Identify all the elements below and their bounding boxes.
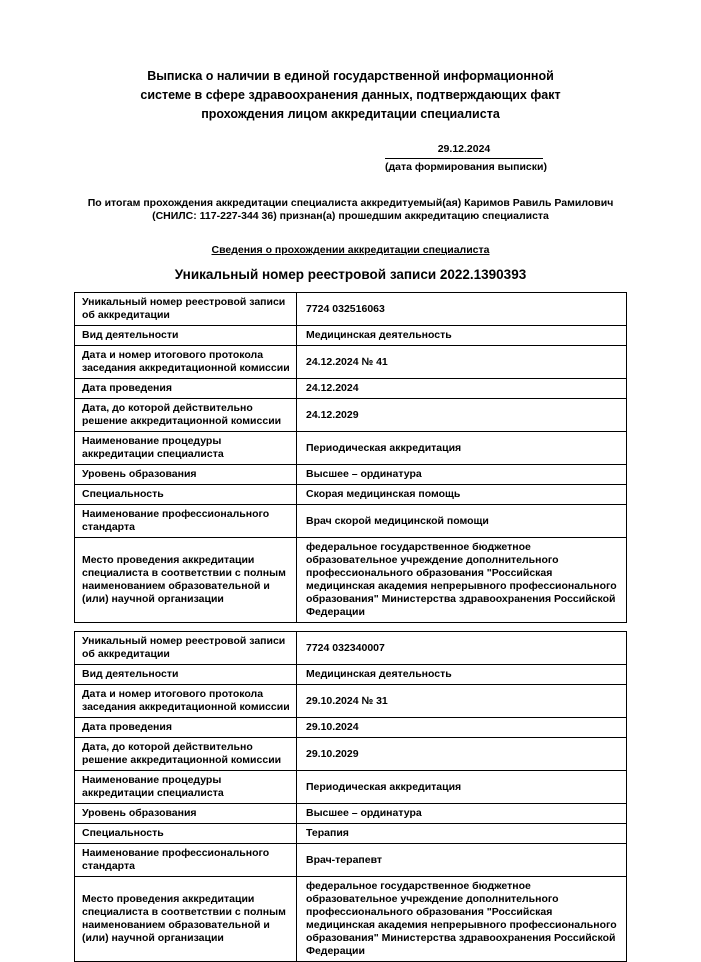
table-row xyxy=(75,632,627,665)
row-value: Терапия xyxy=(297,824,627,844)
row-label: Дата, до которой действительно решение аккредитационной комиссии xyxy=(75,399,297,432)
table-row xyxy=(75,844,627,877)
row-label: Наименование профессионального стандарта xyxy=(75,844,297,877)
row-value: Высшее – ординатура xyxy=(297,465,627,485)
row-label: Наименование процедуры аккредитации специалиста xyxy=(75,432,297,465)
row-value: 24.12.2024 xyxy=(297,379,627,399)
row-label: Дата, до которой действительно решение аккредитационной комиссии xyxy=(75,738,297,771)
row-label: Уровень образования xyxy=(75,465,297,485)
row-label: Специальность xyxy=(75,824,297,844)
row-label: Специальность xyxy=(75,485,297,505)
table-row xyxy=(75,346,627,379)
table-row xyxy=(75,665,627,685)
row-value: 29.10.2024 xyxy=(297,718,627,738)
extract-date-caption: (дата формирования выписки) xyxy=(385,161,547,173)
row-label: Дата и номер итогового протокола заседания аккредитационной комиссии xyxy=(75,346,297,379)
row-label: Уровень образования xyxy=(75,804,297,824)
row-value: Скорая медицинская помощь xyxy=(297,485,627,505)
row-label: Дата и номер итогового протокола заседания аккредитационной комиссии xyxy=(75,685,297,718)
table-row xyxy=(75,505,627,538)
document-title-line: прохождения лицом аккредитации специалиста xyxy=(201,107,500,121)
row-value: федеральное государственное бюджетное образовательное учреждение дополнительного профессионального образования "Российская медицинская академия непрерывного профессионального образования" Министерства здравоохранения Российской Федерации xyxy=(297,877,627,962)
table-row xyxy=(75,432,627,465)
table-row xyxy=(75,738,627,771)
table-row xyxy=(75,824,627,844)
table-row xyxy=(75,399,627,432)
row-value: Медицинская деятельность xyxy=(297,665,627,685)
table-row xyxy=(75,771,627,804)
row-label: Дата проведения xyxy=(75,718,297,738)
table-row xyxy=(75,877,627,962)
accreditation-table-2 xyxy=(74,631,627,962)
section-heading: Сведения о прохождении аккредитации специалиста xyxy=(211,244,490,256)
table-row xyxy=(75,804,627,824)
accreditation-table-1 xyxy=(74,292,627,623)
row-label: Наименование процедуры аккредитации специалиста xyxy=(75,771,297,804)
row-label: Уникальный номер реестровой записи об аккредитации xyxy=(75,632,297,665)
row-value: Периодическая аккредитация xyxy=(297,432,627,465)
row-value: Врач-терапевт xyxy=(297,844,627,877)
row-value: 29.10.2029 xyxy=(297,738,627,771)
row-label: Наименование профессионального стандарта xyxy=(75,505,297,538)
table-row xyxy=(75,293,627,326)
row-label: Дата проведения xyxy=(75,379,297,399)
row-value: Высшее – ординатура xyxy=(297,804,627,824)
row-label: Вид деятельности xyxy=(75,665,297,685)
row-value: Периодическая аккредитация xyxy=(297,771,627,804)
table-row xyxy=(75,718,627,738)
document-title xyxy=(0,0,701,124)
extract-date: 29.12.2024 xyxy=(385,143,543,159)
row-label: Уникальный номер реестровой записи об аккредитации xyxy=(75,293,297,326)
row-label: Место проведения аккредитации специалиста в соответствии с полным наименованием образовательной и (или) научной организации xyxy=(75,877,297,962)
table-row xyxy=(75,685,627,718)
table-row xyxy=(75,326,627,346)
registry-number-heading: Уникальный номер реестровой записи 2022.1390393 xyxy=(174,267,527,282)
row-value: 24.12.2029 xyxy=(297,399,627,432)
table-row xyxy=(75,465,627,485)
table-row xyxy=(75,538,627,623)
table-row xyxy=(75,379,627,399)
document-title-line: Выписка о наличии в единой государственной информационной xyxy=(147,69,554,83)
row-value: 7724 032340007 xyxy=(297,632,627,665)
extract-date-block xyxy=(385,143,547,173)
row-value: 7724 032516063 xyxy=(297,293,627,326)
intro-paragraph: По итогам прохождения аккредитации специалиста аккредитуемый(ая) Каримов Равиль Рамилович (СНИЛС: 117-227-344 36) признан(а) прошедшим аккредитацию специалиста xyxy=(87,197,614,222)
row-value: Врач скорой медицинской помощи xyxy=(297,505,627,538)
row-value: федеральное государственное бюджетное образовательное учреждение дополнительного профессионального образования "Российская медицинская академия непрерывного профессионального образования" Министерства здравоохранения Российской Федерации xyxy=(297,538,627,623)
document-title-line: системе в сфере здравоохранения данных, подтверждающих факт xyxy=(140,88,561,102)
row-label: Вид деятельности xyxy=(75,326,297,346)
row-value: 24.12.2024 № 41 xyxy=(297,346,627,379)
row-value: Медицинская деятельность xyxy=(297,326,627,346)
table-row xyxy=(75,485,627,505)
row-value: 29.10.2024 № 31 xyxy=(297,685,627,718)
row-label: Место проведения аккредитации специалиста в соответствии с полным наименованием образовательной и (или) научной организации xyxy=(75,538,297,623)
